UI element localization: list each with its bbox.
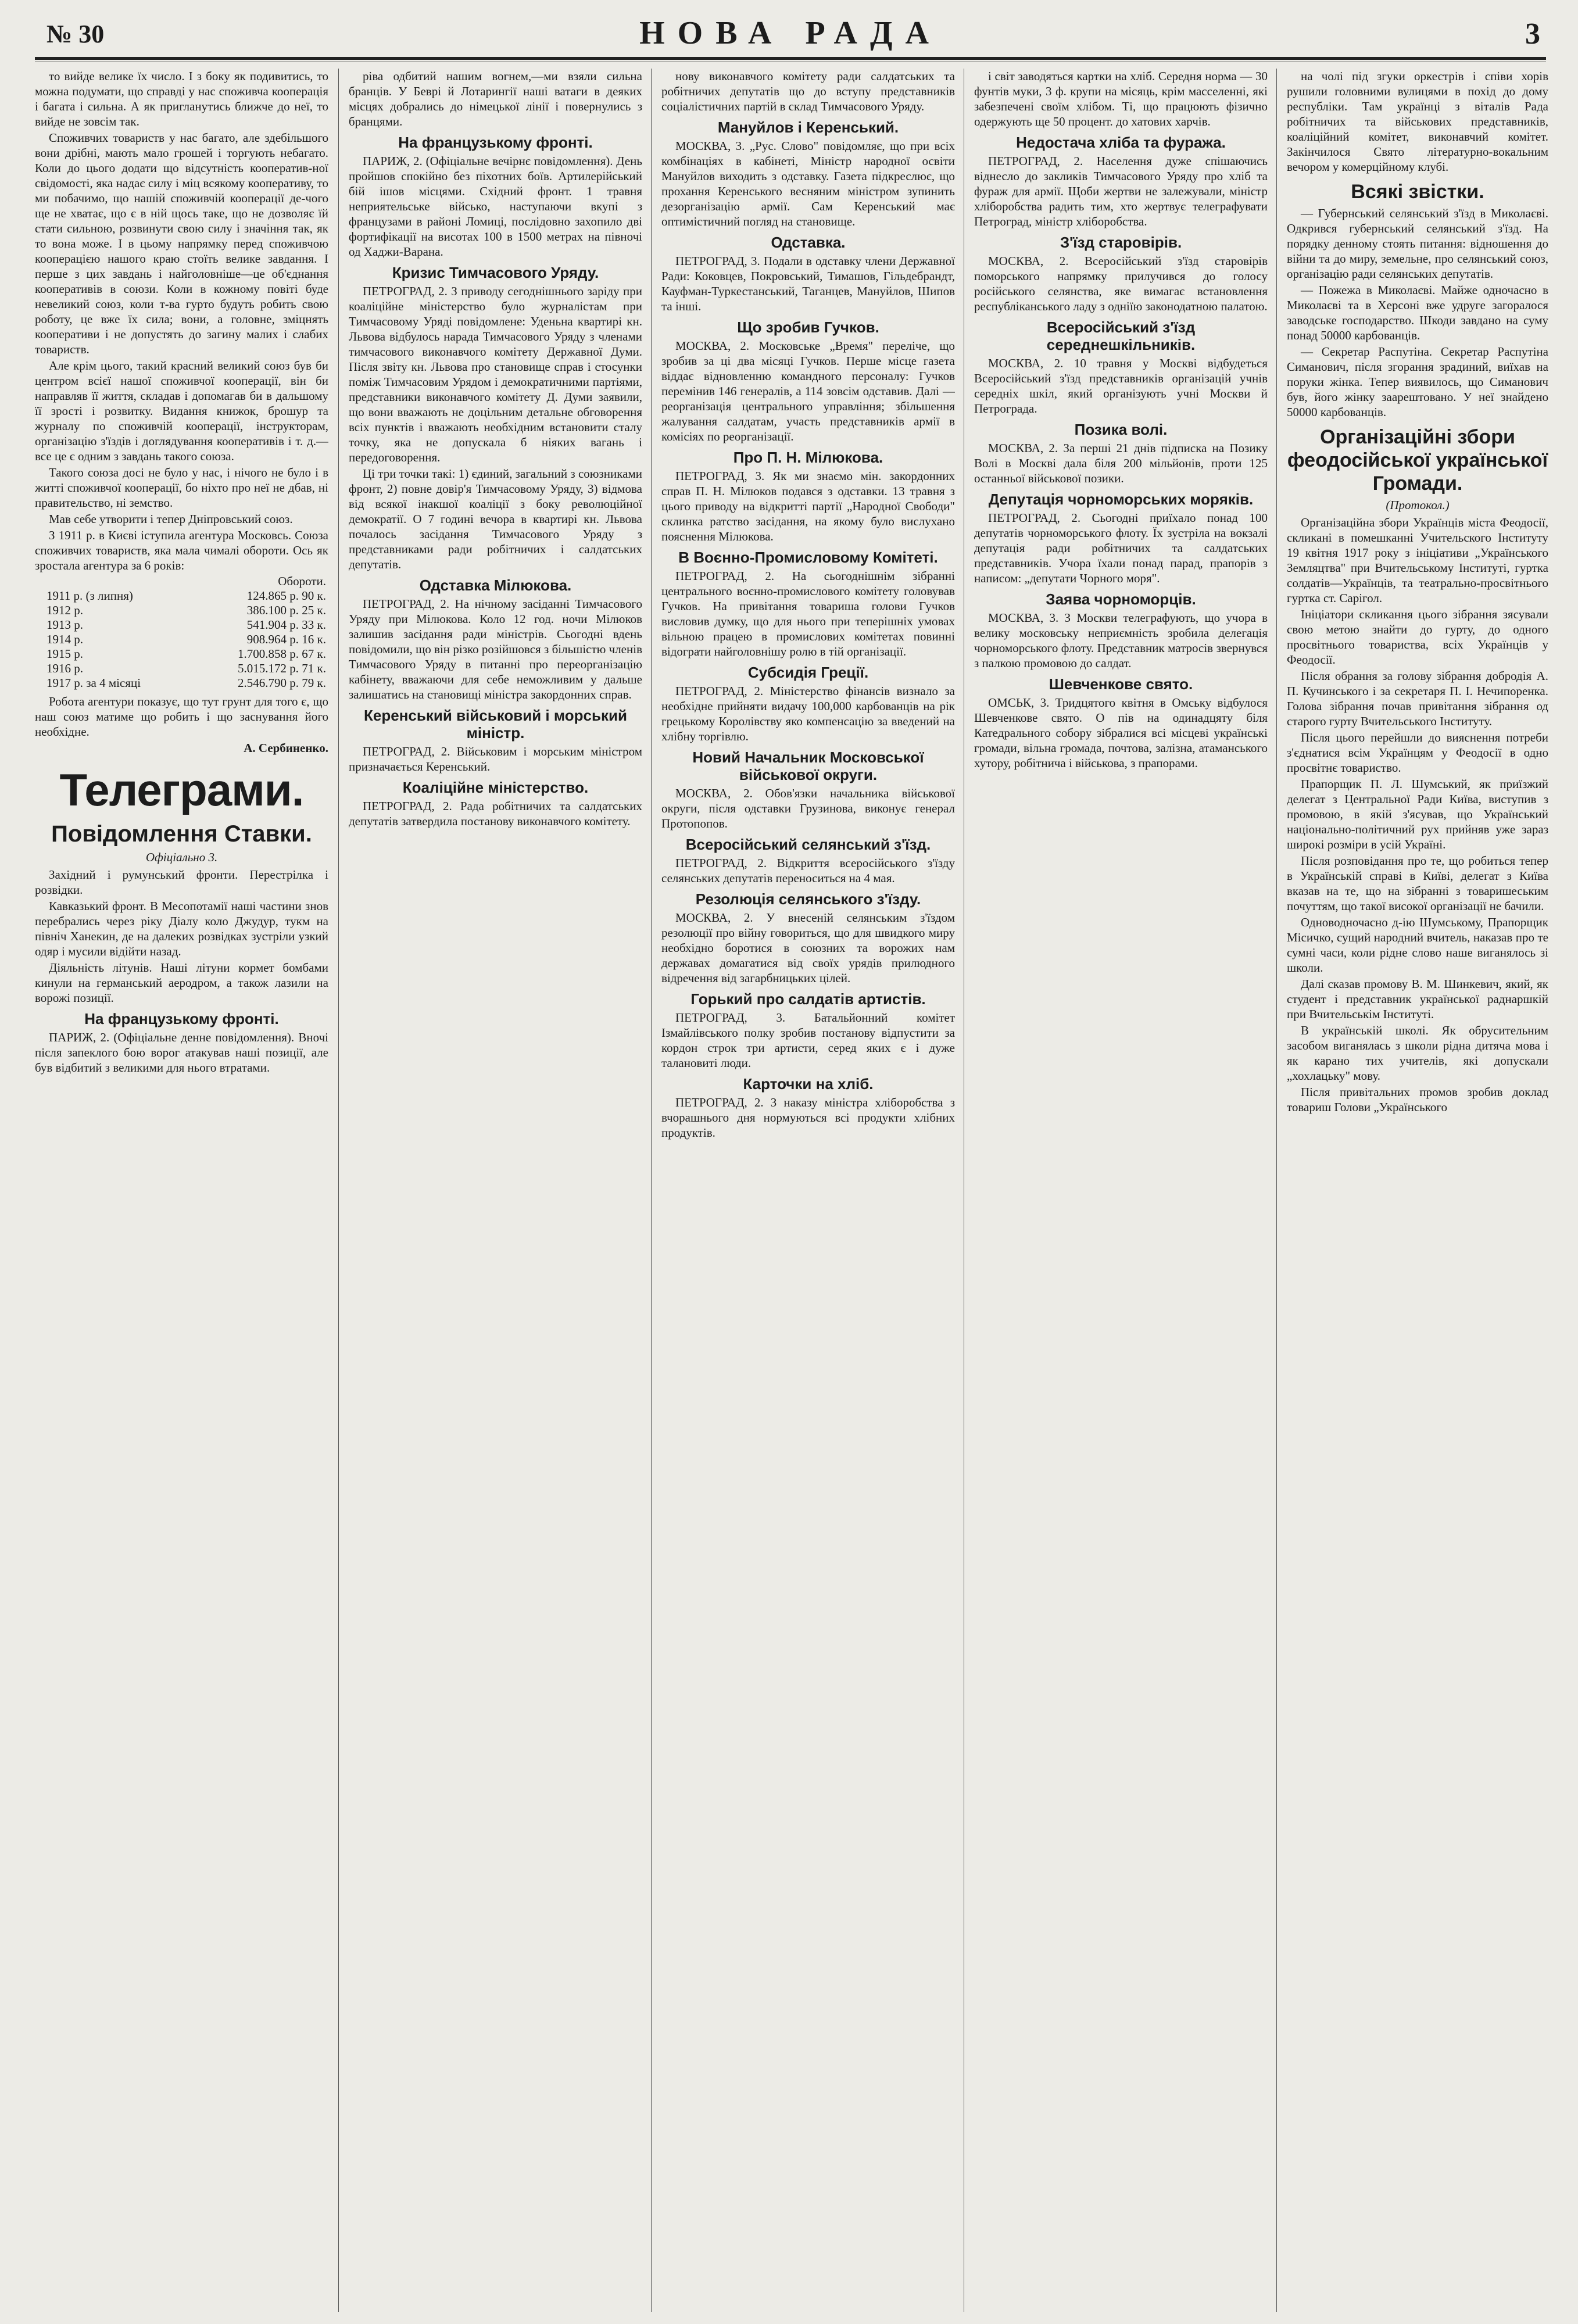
section-heading: Субсидія Греції. bbox=[747, 664, 869, 681]
article-paragraph: ПЕТРОГРАД, 2. Відкриття всеросійського з'їзду селянських депутатів переноситься на 4 мая. bbox=[661, 856, 955, 885]
newspaper-title: НОВА РАДА bbox=[639, 15, 942, 51]
article-paragraph: ПЕТРОГРАД, 2. На сьогоднішнім зібранні центрального воєнно-промислового комітету головував Гучков. На привітання товариша голови Гучков висловив думку, що для нього при теперішніх умовах вільною працею в промислових комітетах повинні відограти найголовнішу ролю в тій організації. bbox=[661, 569, 955, 658]
article-paragraph: Одноводночасно д-ію Шумському, Прапорщик Місичко, сущий народний вчитель, наказав про те сумні часи, коли рідне слово наше виганялось зі школи. bbox=[1287, 915, 1548, 975]
telegram-item: Західний і румунський фронти. Перестрілка і розвідки. bbox=[35, 868, 328, 897]
protocol-label: (Протокол.) bbox=[1386, 498, 1450, 512]
article-paragraph: ПЕТРОГРАД, 2. З наказу міністра хліборобства з вчорашнього дня нормуються всі продукти хлібних продуктів. bbox=[661, 1095, 955, 1140]
article-paragraph: Після розповідання про те, що робиться тепер в Українській справі в Київі, делегат з Київа вказав на те, що на зібранні з товаришеським почуттям, що такої високої організації не бачили. bbox=[1287, 854, 1548, 913]
article-paragraph: Такого союза досі не було у нас, і нічого не було і в житті споживчої кооперації, бо ніхто про неї не дбав, ні правительство, ні земство. bbox=[35, 465, 328, 510]
article-paragraph: — Губернський селянський з'їзд в Миколаєві. Одкрився губернський селянський з'їзд. На порядку денному стоять питання: відношення до війни та до миру, земельне, про селянський союз, організацію ради селянських депутатів. bbox=[1287, 206, 1548, 281]
article-paragraph: Мав себе утворити і тепер Дніпровський союз. bbox=[49, 512, 293, 526]
article-paragraph: Споживчих товариств у нас багато, але здебільшого вони дрібні, мають мало грошей і торгують небагато. Коли до цього додати що відсутність кооператив-ної свідомості, яка надає силу і міц всякому кооперативу, то ми побачимо, що нашій споживчій кооперації де-чого ще не хватає, що є в ній щось таке, що не дозволяє їй стати сильною, розвинути свою силу і значіння так, як то вона може. І в цьому напрямку перед споживчою кооперацією нашого краю стоїть велике завдання. І перше з цих завдань і найголовніше—це об'єднання кооперативів в союзи. Коли в кожному повіті буде невеликий союз, коли т-ва гурто будуть робить свою роботу, це вже їх сила; вони, а головне, зміцнять кооперативи і не допустять до загину малих і слабих товариств. bbox=[35, 131, 328, 356]
section-heading: Депутація чорноморських моряків. bbox=[988, 490, 1254, 508]
table-row: 1911 р. (з липня) 124.865 р. 90 к. bbox=[46, 589, 326, 603]
section-heading: В Воєнно-Промисловому Комітеті. bbox=[678, 549, 938, 566]
article-paragraph: ПЕТРОГРАД, 2. Населення дуже спішаючись віднесло до закликів Тимчасового Уряду про хліб та фураж для армії. Щоби жертви не залежували, міністр хліборобства радить тим, хто жертвує телеграфувати Петроград, міністр хліборобства. bbox=[974, 154, 1268, 228]
article-paragraph: ПЕТРОГРАД, 2. Військовим і морським міністром призначається Керенський. bbox=[349, 744, 642, 774]
article-paragraph: Після обрання за голову зібрання добродія А. П. Кучинського і за секретаря П. І. Нечипоренка. Голова зібрання почав привітання зібрання од старого гурту Вчительського Інституту. bbox=[1287, 669, 1548, 728]
article-paragraph: МОСКВА, 3. З Москви телеграфують, що учора в велику московську неприємність зробила делегація чорноморського флоту. Представник матросів звернувся з палкою промовою до салдат. bbox=[974, 611, 1268, 670]
section-heading: Керенський військовий і морський міністр. bbox=[364, 707, 627, 742]
article-paragraph: Ці три точки такі: 1) єдиний, загальний з союзниками фронт, 2) повне довір'я Тимчасовому Уряду, 3) відмова від всякої інакшої коаліції з боку революційної демократії. О 7 годині вечора в квартирі кн. Львова почалось засідання Тимчасового Уряду з представниками ради робітничих і салдатських депутатів. bbox=[349, 467, 642, 571]
column-3 bbox=[661, 69, 955, 2312]
article-paragraph: ПЕТРОГРАД, 2. Міністерство фінансів визнало за необхідне прийняти видачу 100,000 карбованців на рік грецькому Королівству яко компенсацію за введений на хлібну торгівлю. bbox=[661, 684, 955, 743]
author-signature: А. Сербиненко. bbox=[244, 741, 328, 755]
column-divider bbox=[1276, 69, 1277, 2312]
column-5 bbox=[1287, 69, 1548, 2312]
section-heading: Резолюція селянського з'їзду. bbox=[695, 890, 921, 908]
article-paragraph: ріва одбитий нашим вогнем,—ми взяли сильна бранців. У Беврі й Лотарингії наші ватаги в деяких місцях добрались до німецької лінії і повернулись з бранцями. bbox=[349, 69, 642, 128]
section-heading: На французькому фронті. bbox=[84, 1010, 279, 1027]
article-paragraph: Далі сказав промову В. М. Шинкевич, який, як студент і представник української раднаршкій при Вчительськім Інституті. bbox=[1287, 977, 1548, 1021]
section-heading: Новий Начальник Московської військової округи. bbox=[692, 749, 924, 783]
masthead-rule bbox=[35, 57, 1546, 60]
article-paragraph: ПЕТРОГРАД, 2. На нічному засіданні Тимчасового Уряду при Мілюкова. Коло 12 год. ночи Мілюков залишив засідання ради міністрів. Сьогодні вдень повідомили, що він різко розійшовся з більшістю членів Тимчасового Уряду в питанні про переорганізацію кабінету, вважаючи для себе неможливим у дальше залишатись на становищі міністра закордонних справ. bbox=[349, 597, 642, 701]
article-paragraph: Робота агентури показує, що тут грунт для того є, що наш союз матиме що робить і що заснування його необхідне. bbox=[35, 694, 328, 739]
section-heading: На французькому фронті. bbox=[398, 134, 593, 151]
section-heading: Одставка. bbox=[771, 234, 846, 251]
section-heading: Коаліційне міністерство. bbox=[402, 779, 589, 796]
telegram-item: Кавказький фронт. В Месопотамії наші частини знов перебрались через ріку Діалу коло Джудур, тукм на північ Ханекин, де на далеких розвідках зустріли узкий одяр і мусили відійти назад. bbox=[35, 899, 328, 958]
article-paragraph: — Секретар Распутіна. Секретар Распутіна Симанович, після згорання зрадиний, виїхав на поруки жінка. Тепер виявилось, що Симанович був, його жінку заарештовано. У неї знайдено 50000 карбованців. bbox=[1287, 345, 1548, 419]
article-paragraph: МОСКВА, 2. У внесеній селянським з'їздом резолюції про війну говориться, що для швидкого миру необхідно боротися в союзних та ворожих нам державах домагатися від своїх урядів прилюдного відречення від загарбницьких цілей. bbox=[661, 911, 955, 985]
table-row: 1913 р. 541.904 р. 33 к. bbox=[46, 618, 326, 632]
article-paragraph: ПЕТРОГРАД, 2. Рада робітничих та салдатських депутатів затвердила постанову виконавчого комітету. bbox=[349, 799, 642, 828]
section-heading: Одставка Мілюкова. bbox=[419, 576, 572, 594]
article-paragraph: МОСКВА, 2. Московське „Время" переліче, що зробив за ці два місяці Гучков. Перше місце газета віддає відновленню командного персоналу: Гучков перемінив 146 генералів, а 114 зовсім одставив. Далі — реорганізація центрального управління; збільшення жалування салдатам, участь представників армії в комісіях по реорганізації. bbox=[661, 339, 955, 443]
article-paragraph: З 1911 р. в Києві іступила агентура Московсь. Союза споживчих товариств, яка мала чималі обороти. Ось як зростала агентура за 6 років: bbox=[35, 528, 328, 572]
article-paragraph: МОСКВА, 2. 10 травня у Москві відбудеться Всеросійський з'їзд представників організацій учнів середніх шкіл, який організують учні Москви й Петрограда. bbox=[974, 356, 1268, 416]
issue-number: № 30 bbox=[46, 20, 105, 48]
table-row: 1917 р. за 4 місяці 2.546.790 р. 79 к. bbox=[46, 676, 326, 690]
article-paragraph: Після цього перейшли до вияснення потреби з'єднатися всім Українцям у Феодосії в одно просвітнє товариство. bbox=[1287, 730, 1548, 775]
article-paragraph: ПАРИЖ, 2. (Офіціальне вечірнє повідомлення). День пройшов спокійно без піхотних боїв. Артилерійський бій ішов місцями. Східний фронт. 1 травня неприятельське військо, наступаючи вкупі з французами в районі Ломиці, послідовно захопило дві фортифікації на висотах 100 в 1500 метрах на півночі од Хаджи-Варана. bbox=[349, 154, 642, 259]
section-heading: Карточки на хліб. bbox=[743, 1075, 874, 1093]
article-paragraph: то вийде велике їх число. І з боку як подивитись, то можна подумати, що справді у нас споживча кооперація і багата і сильна. А як пригланутись ближче до неї, то вийде не зовсім так. bbox=[35, 69, 328, 128]
turnover-table bbox=[35, 574, 328, 690]
feodosia-heading: Організаційні збори феодосійської української Громади. bbox=[1287, 426, 1548, 495]
article-paragraph: В українській школі. Як обрусительним засобом виганялась з школи рідна дитяча мова і як карано тих учителів, які допускали „хохлацьку" мову. bbox=[1287, 1023, 1548, 1083]
article-paragraph: нову виконавчого комітету ради салдатських та робітничих депутатів що до вступу представників соціалістичних партій в склад Тимчасового Уряду. bbox=[661, 69, 955, 113]
article-paragraph: ПЕТРОГРАД, 3. Подали в одставку члени Державної Ради: Коковцев, Покровський, Тимашов, Гільдебрандт, Кауфман-Туркестанський, Таганцев, Мануйлов, Шипов та інші. bbox=[661, 254, 955, 313]
telegrams-heading: Телеграми. bbox=[59, 764, 304, 815]
article-paragraph: МОСКВА, 3. „Рус. Слово" повідомляє, що при всіх комбінаціях в кабінеті, Міністр народної освіти Мануйлов виходить з одставку. Газета підкреслює, що прохання Керенського весняним міністром зупинить дезорганізацію армії. Сам Керенський має оптимістичний погляд на становище. bbox=[661, 139, 955, 228]
section-heading: Про П. Н. Мілюкова. bbox=[733, 449, 883, 466]
section-heading: Горький про салдатів артистів. bbox=[690, 990, 926, 1008]
table-row: 1912 р. 386.100 р. 25 к. bbox=[46, 603, 326, 617]
article-paragraph: Прапорщик П. Л. Шумський, як приїзжий делегат з Центральної Ради Київа, виступив з промовою, в якій з'ясував, що Український національно-політичний рух прийняв уже зараз широкі розміри в усій Україні. bbox=[1287, 777, 1548, 851]
article-paragraph: і світ заводяться картки на хліб. Середня норма — 30 фунтів муки, 3 ф. крупи на місяць, крім масселенні, які забезпечені своїм хлібом. Ті, що працюють фізично одержують ще 50 процент. до хатових харчів. bbox=[974, 69, 1268, 128]
section-heading: Кризис Тимчасового Уряду. bbox=[392, 264, 599, 281]
telegram-item: Діяльність літунів. Наші літуни кормет бомбами кинули на германський аеродром, а також лазили на ворожі позиції. bbox=[35, 961, 328, 1005]
table-row: 1915 р. 1.700.858 р. 67 к. bbox=[46, 647, 326, 661]
section-heading: З'їзд старовірів. bbox=[1060, 234, 1182, 251]
masthead bbox=[35, 15, 1546, 55]
telegram-item: ПАРИЖ, 2. (Офіціальне денне повідомлення). Вночі після запеклого бою ворог атакував наші позиції, але був відбитий з великими для нього втратами. bbox=[35, 1030, 328, 1075]
section-heading: Всеросійський селянський з'їзд. bbox=[685, 836, 931, 853]
news-heading: Всякі звістки. bbox=[1351, 181, 1484, 203]
section-heading: Шевченкове свято. bbox=[1049, 675, 1193, 693]
column-divider bbox=[651, 69, 652, 2312]
column-divider bbox=[338, 69, 339, 2312]
section-heading: Всеросійський з'їзд середнешкільників. bbox=[1046, 318, 1196, 353]
article-paragraph: Ініціатори скликання цього зібрання зясували свою метою знайти до гурту, до одного просвітнього товариства, всіх Українців у Феодосії. bbox=[1287, 607, 1548, 667]
column-2 bbox=[349, 69, 642, 2312]
column-1 bbox=[35, 69, 328, 2312]
section-heading: Що зробив Гучков. bbox=[737, 318, 879, 336]
article-paragraph: ПЕТРОГРАД, 3. Батальйонний комітет Ізмайлівського полку зробив постанову відпустити за кордон строк три артисти, серед яких є і дуже талановиті люди. bbox=[661, 1011, 955, 1070]
column-4 bbox=[974, 69, 1268, 2312]
article-paragraph: Організаційна збори Українців міста Феодосії, скликані в помешканні Учительского Інституту 19 квітня 1917 року з ініціативи „Українського Земляцтва" при Вчительському Інституті, гуртка солдатів—Українців, та театрально-просвітнього гуртка ст. Сарігол. bbox=[1287, 515, 1548, 605]
section-heading: Позика волі. bbox=[1074, 421, 1168, 438]
article-paragraph: — Пожежа в Миколаєві. Майже одночасно в Миколаєві та в Херсоні вже удруге загоралося заводське господарство. Шкоди завдано на суму понад 50000 карбованців. bbox=[1287, 283, 1548, 342]
article-paragraph: Але крім цього, такий красний великий союз був би центром всієї нашої споживчої кооперації, він би направляв її життя, складав і допомагав би в дальшому її зрості і розвитку. Видання книжок, брошур та журналу по споживчій кооперації, інструкторам, організацію з'їздів і доглядування кооперативів і т. д.—все це є одним з завдань такого союза. bbox=[35, 359, 328, 463]
article-paragraph: МОСКВА, 2. Всеросійський з'їзд старовірів поморського напрямку прилучився до голосу російського селянства, яке вимагає встановлення республіканського ладу з одніїю законодатною палатою. bbox=[974, 254, 1268, 313]
table-header: Обороти. bbox=[278, 574, 326, 588]
table-row: 1916 р. 5.015.172 р. 71 к. bbox=[46, 661, 326, 675]
section-heading: Заява чорноморців. bbox=[1046, 590, 1196, 608]
table-row: 1914 р. 908.964 р. 16 к. bbox=[46, 632, 326, 646]
article-paragraph: ПЕТРОГРАД, 3. Як ми знаємо мін. закордонних справ П. Н. Мілюков подався з одставки. 13 травня з цього приводу на відкритті партії „Народної Свободи" склинка ратство засідання, на якому було вислухано пояснення Мілюкова. bbox=[661, 469, 955, 543]
article-paragraph: на чолі під згуки оркестрів і співи хорів рушили головними вулицями в похід до дому республіки. Там українці з віталів Рада робітничих та військових представників, коаліційний комітет, виконавчий комітет. Закінчилося Свято літературно-вокальним вечором у комерційному клубі. bbox=[1287, 69, 1548, 174]
article-paragraph: ПЕТРОГРАД, 2. З приводу сегоднішнього заріду при коаліційне міністерство було журналістам при Тимчасовому Уряді повідомлене: Уденьна квартирі кн. Львова відбулось нарада Тимчасового Уряду з членами тимчасового виконавчого комітету Державної Думи. Після звіту кн. Львова про становище справ і стосунки поміж Тимчасовим Урядом і демократичними партіями, представники виконавчого комітету Д. Думи заявили, що вони вважають не доцільним детальне обговорення всіх пунктів і вважають необхідним встановити сталу точку, яка не допускала б ніяких вагань і передоговорення. bbox=[349, 284, 642, 464]
article-paragraph: МОСКВА, 2. За перші 21 днів підписка на Позику Волі в Москві дала біля 200 мільйонів, проти 125 останньої військової позики. bbox=[974, 441, 1268, 485]
article-paragraph: ОМСЬК, 3. Тридцятого квітня в Омську відбулося Шевченкове свято. О пів на одинадцяту біля Катедрального собору зібралися всі місцеві українські громади, вільна громада, почтова, залізна, атаманського хутору, робітнича і військова, з прапорами. bbox=[974, 696, 1268, 770]
stavka-heading: Повідомлення Ставки. bbox=[51, 821, 312, 847]
article-paragraph: МОСКВА, 2. Обов'язки начальника військової округи, після одставки Грузинова, виконує генерал Протопопов. bbox=[661, 786, 955, 830]
section-heading: Мануйлов і Керенський. bbox=[717, 119, 899, 136]
article-paragraph: Після привітальних промов зробив доклад товариш Голови „Українського bbox=[1287, 1085, 1548, 1114]
article-paragraph: ПЕТРОГРАД, 2. Сьогодні приїхало понад 100 депутатів чорноморського флоту. Їх зустріла на вокзалі депутація ради робітничих та салдатських представників. Учора їхали понад парад, прапорів з написом: „депутати Чорного моря". bbox=[974, 511, 1268, 585]
section-heading: Недостача хліба та фуража. bbox=[1016, 134, 1226, 151]
official-label: Офіціально 3. bbox=[145, 850, 218, 864]
page-number: 3 bbox=[1525, 17, 1540, 51]
